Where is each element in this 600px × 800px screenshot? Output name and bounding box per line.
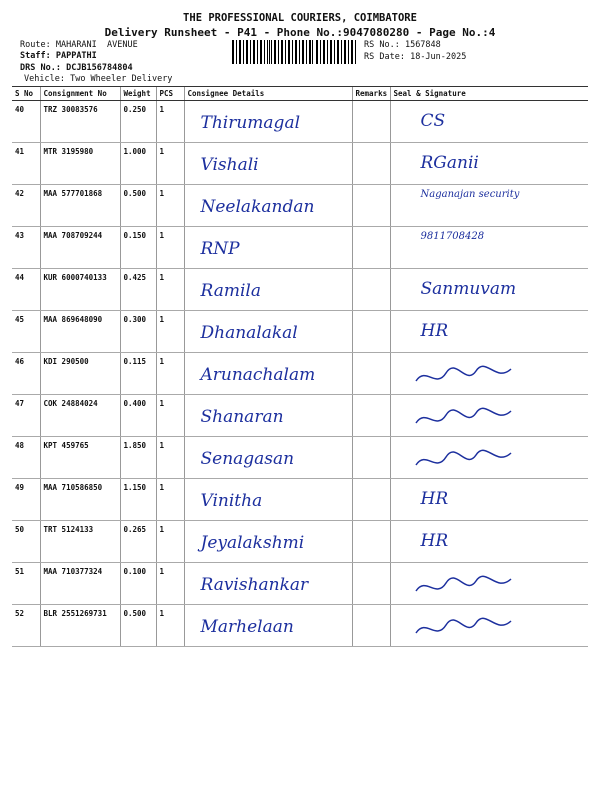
pcs-cell: 1 [156, 395, 184, 437]
consignee-cell [184, 143, 352, 185]
signature-handwriting: RGanii [420, 153, 479, 173]
consignment-cell: BLR 2551269731 [40, 605, 120, 647]
route-value: MAHARANI AVENUE [55, 40, 138, 50]
remarks-cell [352, 101, 390, 143]
table-row [12, 605, 588, 647]
consignment-cell: MAA 708709244 [40, 227, 120, 269]
consignee-cell [184, 353, 352, 395]
runsheet-table [12, 86, 588, 647]
rs-date-value: 18-Jun-2025 [410, 52, 467, 62]
pcs-cell: 1 [156, 101, 184, 143]
signature-scribble [411, 361, 531, 391]
seal-signature-cell [390, 437, 588, 479]
sno-cell: 52 [12, 605, 40, 647]
consignee-handwriting: Senagasan [200, 449, 295, 469]
col-header-seal: Seal & Signature [390, 87, 588, 101]
signature-scribble [411, 403, 531, 433]
vehicle-value: Two Wheeler Delivery [70, 74, 173, 84]
remarks-cell [352, 521, 390, 563]
rs-no-label: RS No.: [364, 40, 400, 50]
signature-handwriting: HR [420, 489, 449, 509]
weight-cell: 1.850 [120, 437, 156, 479]
consignee-handwriting: Vinitha [200, 491, 263, 511]
sno-cell: 49 [12, 479, 40, 521]
consignee-cell [184, 269, 352, 311]
remarks-cell [352, 185, 390, 227]
pcs-cell: 1 [156, 143, 184, 185]
signature-handwriting: HR [420, 321, 449, 341]
table-row [12, 227, 588, 269]
consignee-handwriting: Arunachalam [200, 365, 316, 385]
route-label: Route: [20, 40, 51, 50]
remarks-cell [352, 227, 390, 269]
rs-no-value: 1567848 [404, 40, 441, 50]
staff-line [20, 51, 97, 61]
barcode-bar [327, 40, 328, 64]
sno-cell: 46 [12, 353, 40, 395]
consignee-handwriting: Dhanalakal [200, 323, 298, 343]
table-row [12, 479, 588, 521]
sno-cell: 50 [12, 521, 40, 563]
col-header-weight: Weight [120, 87, 156, 101]
weight-cell: 0.265 [120, 521, 156, 563]
sno-cell: 40 [12, 101, 40, 143]
barcode-bar [267, 40, 268, 64]
table-row [12, 101, 588, 143]
barcode-bar [312, 40, 313, 64]
consignee-handwriting: RNP [200, 239, 240, 259]
consignee-handwriting: Ramila [200, 281, 261, 301]
weight-cell: 1.150 [120, 479, 156, 521]
table-row [12, 311, 588, 353]
sno-cell: 51 [12, 563, 40, 605]
weight-cell: 0.150 [120, 227, 156, 269]
consignee-cell [184, 521, 352, 563]
sno-cell: 41 [12, 143, 40, 185]
consignee-handwriting: Vishali [200, 155, 259, 175]
seal-signature-cell [390, 563, 588, 605]
table-row [12, 185, 588, 227]
consignee-cell [184, 563, 352, 605]
pcs-cell: 1 [156, 605, 184, 647]
remarks-cell [352, 563, 390, 605]
remarks-cell [352, 143, 390, 185]
consignee-cell [184, 227, 352, 269]
consignee-handwriting: Neelakandan [200, 197, 315, 217]
weight-cell: 1.000 [120, 143, 156, 185]
seal-signature-cell [390, 479, 588, 521]
consignee-handwriting: Ravishankar [200, 575, 309, 595]
col-header-pcs: PCS [156, 87, 184, 101]
rs-no-line [364, 40, 441, 50]
barcode-bar [345, 40, 346, 64]
seal-signature-cell [390, 185, 588, 227]
barcode [232, 40, 358, 64]
seal-signature-cell [390, 311, 588, 353]
consignee-cell [184, 437, 352, 479]
remarks-cell [352, 269, 390, 311]
consignment-cell: TRZ 30083576 [40, 101, 120, 143]
signature-handwriting: Naganajan security [420, 189, 520, 200]
table-header-row [12, 87, 588, 101]
consignment-cell: MAA 577701868 [40, 185, 120, 227]
consignee-cell [184, 311, 352, 353]
pcs-cell: 1 [156, 269, 184, 311]
consignee-cell [184, 479, 352, 521]
drs-line [20, 63, 133, 73]
pcs-cell: 1 [156, 563, 184, 605]
barcode-bar [296, 40, 297, 64]
col-header-consignment: Consignment No [40, 87, 120, 101]
consignment-cell: MAA 710586850 [40, 479, 120, 521]
sno-cell: 42 [12, 185, 40, 227]
weight-cell: 0.400 [120, 395, 156, 437]
pcs-cell: 1 [156, 353, 184, 395]
signature-scribble [411, 445, 531, 475]
consignment-cell: KPT 459765 [40, 437, 120, 479]
drs-label: DRS No.: [20, 63, 61, 73]
consignment-cell: MTR 3195980 [40, 143, 120, 185]
weight-cell: 0.425 [120, 269, 156, 311]
remarks-cell [352, 437, 390, 479]
drs-value: DCJB156784804 [66, 63, 133, 73]
pcs-cell: 1 [156, 311, 184, 353]
remarks-cell [352, 311, 390, 353]
seal-signature-cell [390, 227, 588, 269]
seal-signature-cell [390, 269, 588, 311]
table-row [12, 269, 588, 311]
signature-scribble [411, 571, 531, 601]
consignment-cell: MAA 869648090 [40, 311, 120, 353]
seal-signature-cell [390, 605, 588, 647]
weight-cell: 0.500 [120, 185, 156, 227]
table-row [12, 353, 588, 395]
seal-signature-cell [390, 353, 588, 395]
rs-date-line [364, 52, 466, 62]
consignee-cell [184, 101, 352, 143]
consignee-cell [184, 605, 352, 647]
barcode-bar [250, 40, 251, 64]
staff-label: Staff: [20, 51, 51, 61]
pcs-cell: 1 [156, 437, 184, 479]
vehicle-label: Vehicle: [24, 74, 65, 84]
table-row [12, 563, 588, 605]
weight-cell: 0.500 [120, 605, 156, 647]
consignee-handwriting: Marhelaan [200, 617, 294, 637]
pcs-cell: 1 [156, 185, 184, 227]
table-row [12, 143, 588, 185]
remarks-cell [352, 605, 390, 647]
consignment-cell: COK 24884024 [40, 395, 120, 437]
pcs-cell: 1 [156, 227, 184, 269]
consignee-cell [184, 185, 352, 227]
consignment-cell: KUR 6000740133 [40, 269, 120, 311]
remarks-cell [352, 395, 390, 437]
consignment-cell: MAA 710377324 [40, 563, 120, 605]
seal-signature-cell [390, 395, 588, 437]
barcode-bar [285, 40, 286, 64]
signature-handwriting: 9811708428 [420, 231, 485, 242]
staff-value: PAPPATHI [55, 51, 97, 61]
company-title: THE PROFESSIONAL COURIERS, COIMBATORE [183, 12, 417, 24]
sno-cell: 45 [12, 311, 40, 353]
sno-cell: 47 [12, 395, 40, 437]
signature-handwriting: HR [420, 531, 449, 551]
rs-date-label: RS Date: [364, 52, 405, 62]
signature-scribble [411, 613, 531, 643]
table-row [12, 521, 588, 563]
sno-cell: 48 [12, 437, 40, 479]
route-line [20, 40, 138, 50]
runsheet-subtitle: Delivery Runsheet - P41 - Phone No.:9047080280 - Page No.:4 [104, 26, 496, 39]
signature-handwriting: CS [420, 111, 446, 131]
pcs-cell: 1 [156, 521, 184, 563]
sno-cell: 44 [12, 269, 40, 311]
weight-cell: 0.100 [120, 563, 156, 605]
col-header-consignee: Consignee Details [184, 87, 352, 101]
weight-cell: 0.115 [120, 353, 156, 395]
table-row [12, 395, 588, 437]
consignment-cell: KDI 290500 [40, 353, 120, 395]
consignee-cell [184, 395, 352, 437]
consignee-handwriting: Thirumagal [200, 113, 301, 133]
remarks-cell [352, 479, 390, 521]
consignee-handwriting: Jeyalakshmi [200, 533, 305, 553]
sno-cell: 43 [12, 227, 40, 269]
signature-handwriting: Sanmuvam [420, 279, 517, 299]
pcs-cell: 1 [156, 479, 184, 521]
barcode-bar [239, 40, 240, 64]
weight-cell: 0.250 [120, 101, 156, 143]
col-header-sno: S No [12, 87, 40, 101]
consignment-cell: TRT 5124133 [40, 521, 120, 563]
seal-signature-cell [390, 101, 588, 143]
table-row [12, 437, 588, 479]
weight-cell: 0.300 [120, 311, 156, 353]
col-header-remarks: Remarks [352, 87, 390, 101]
vehicle-line [24, 74, 172, 84]
seal-signature-cell [390, 143, 588, 185]
consignee-handwriting: Shanaran [200, 407, 284, 427]
seal-signature-cell [390, 521, 588, 563]
remarks-cell [352, 353, 390, 395]
